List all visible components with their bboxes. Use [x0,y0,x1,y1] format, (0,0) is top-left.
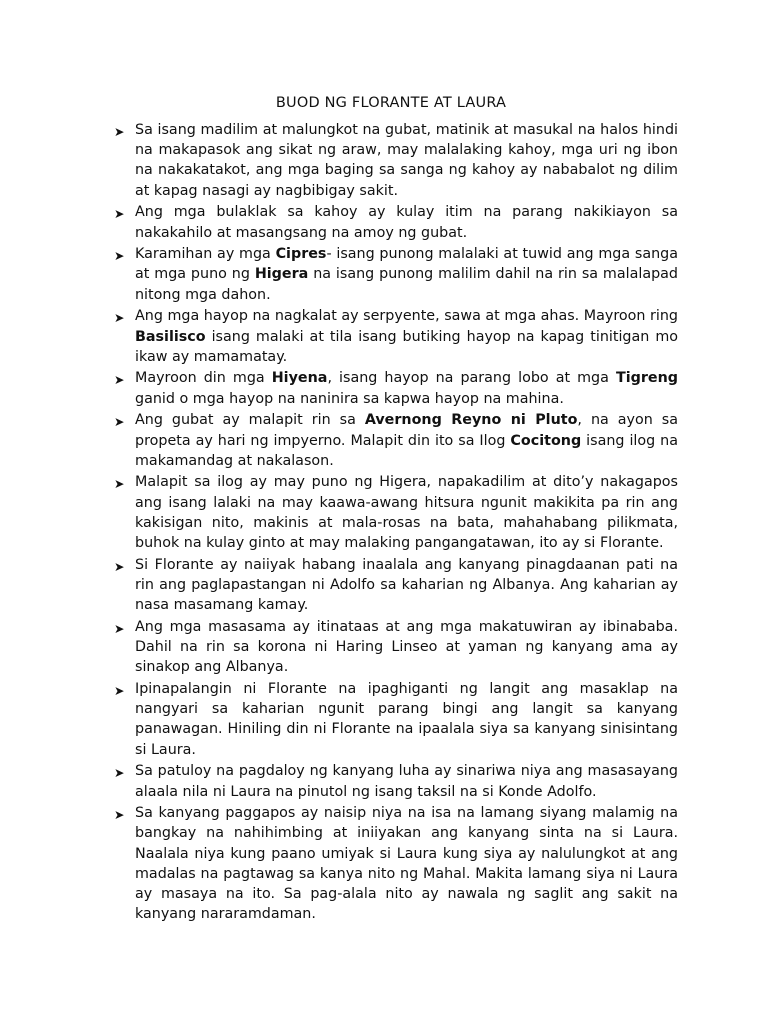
paragraph-text [135,803,678,924]
paragraph-text [135,617,678,678]
text-run: - isang punong malalaki at tuwid ang mga sanga at mga puno ng [135,246,678,283]
text-run: Ang mga hayop na nagkalat ay serpyente, sawa at mga ahas. Mayroon ring [135,308,678,325]
bold-term: Cocitong [510,432,582,449]
text-run: , na ayon sa propeta ay hari ng impyerno. Malapit din ito sa Ilog [135,412,678,449]
page-title: BUOD NG FLORANTE AT LAURA [275,95,507,111]
text-run: Ang mga bulaklak sa kahoy ay kulay itim na parang nakikiayon sa nakakahilo at masangsang na amoy ng gubat. [135,204,678,241]
arrowhead-bullet-icon: ➤ [114,765,125,781]
list-item [112,202,678,242]
text-run: Ang gubat ay malapit rin sa [135,412,365,429]
bold-term: Higera [254,266,309,283]
text-run: Sa patuloy na pagdaloy ng kanyang luha ay sinariwa niya ang masasayang alaala nila ni Laura na pinutol ng isang taksil na si Konde Adolfo. [135,763,678,800]
paragraph-text [135,120,678,201]
paragraph-text [135,202,678,242]
list-item [112,306,678,367]
list-item [112,472,678,553]
bold-term: Cipres [275,246,327,263]
bold-term: Tigreng [615,370,678,387]
text-run: Si Florante ay naiiyak habang inaalala ang kanyang pinagdaanan pati na rin ang paglapastangan ni Adolfo sa kaharian ng Albanya. Ang kaharian ay nasa masamang kamay. [135,556,678,614]
paragraph-text [135,761,678,801]
text-run: Ipinapalangin ni Florante na ipaghiganti ng langit ang masaklap na nangyari sa kaharian ngunit parang bingi ang langit sa kanyang panawagan. Hiniling din ni Florante na ipaalala siya sa kanyang sinisintang si Laura. [135,680,678,758]
list-item [112,410,678,471]
arrowhead-bullet-icon: ➤ [114,248,125,264]
paragraph-text [135,472,678,553]
list-item [112,120,678,201]
arrowhead-bullet-icon: ➤ [114,476,125,492]
list-item [112,555,678,616]
summary-list [112,120,678,926]
bold-term: Hiyena [271,370,328,387]
text-run: na isang punong malilim dahil na rin sa malalapad nitong mga dahon. [135,266,678,303]
text-run: Mayroon din mga [135,370,272,387]
text-run: Ang mga masasama ay itinataas at ang mga makatuwiran ay ibinababa. Dahil na rin sa korona ni Haring Linseo at yaman ng kanyang ama ay sinakop ang Albanya. [135,618,678,676]
arrowhead-bullet-icon: ➤ [114,807,125,823]
text-run: ganid o mga hayop na naninira sa kapwa hayop na mahina. [135,390,564,407]
bold-term: Avernong Reyno ni Pluto [364,412,578,429]
arrowhead-bullet-icon: ➤ [114,414,125,430]
paragraph-text [135,368,678,408]
paragraph-text [135,244,678,305]
arrowhead-bullet-icon: ➤ [114,310,125,326]
list-item [112,244,678,305]
text-run: Sa isang madilim at malungkot na gubat, matinik at masukal na halos hindi na makapasok ang sikat ng araw, may malalaking kahoy, mga uri ng ibon na nakakatakot, ang mga baging sa sanga ng kahoy ay nababalot ng dilim at kapag nasagi ay nagbibigay sakit. [135,122,678,199]
list-item [112,679,678,760]
list-item [112,803,678,924]
arrowhead-bullet-icon: ➤ [114,682,125,698]
text-run: Malapit sa ilog ay may puno ng Higera, napakadilim at dito’y nakagapos ang isang lalaki na may kaawa-awang hitsura ngunit makikita pa rin ang kakisigan nito, makinis at mala-rosas na bata, mahahabang pilikmata, buhok na kulay ginto at may malaking pangangatawan, ito ay si Florante. [135,474,678,552]
arrowhead-bullet-icon: ➤ [114,558,125,574]
paragraph-text [135,679,678,760]
list-item [112,368,678,408]
arrowhead-bullet-icon: ➤ [114,620,125,636]
text-run: Karamihan ay mga [135,246,276,263]
text-run: isang malaki at tila isang butiking hayop na kapag tinitigan mo ikaw ay mamamatay. [135,328,678,365]
arrowhead-bullet-icon: ➤ [114,372,125,388]
arrowhead-bullet-icon: ➤ [114,124,125,139]
text-run: isang ilog na makamandag at nakalason. [135,432,678,469]
list-item [112,761,678,801]
text-run: Sa kanyang paggapos ay naisip niya na isa na lamang siyang malamig na bangkay na nahihimbing at iniiyakan ang kanyang sinta na si Laura. Naalala niya kung paano umiyak si Laura kung siya ay nalulungkot at ang madalas na pagtawag sa kanya nito ng Mahal. Makita lamang siya ni Laura ay masaya na ito. Sa pag-alala nito ay nawala ng saglit ang sakit na kanyang nararamdaman. [135,805,678,923]
paragraph-text [135,555,678,616]
paragraph-text [135,410,678,471]
arrowhead-bullet-icon: ➤ [114,206,125,222]
list-item [112,617,678,678]
bold-term: Basilisco [135,328,206,345]
paragraph-text [135,306,678,367]
text-run: , isang hayop na parang lobo at mga [327,370,616,387]
